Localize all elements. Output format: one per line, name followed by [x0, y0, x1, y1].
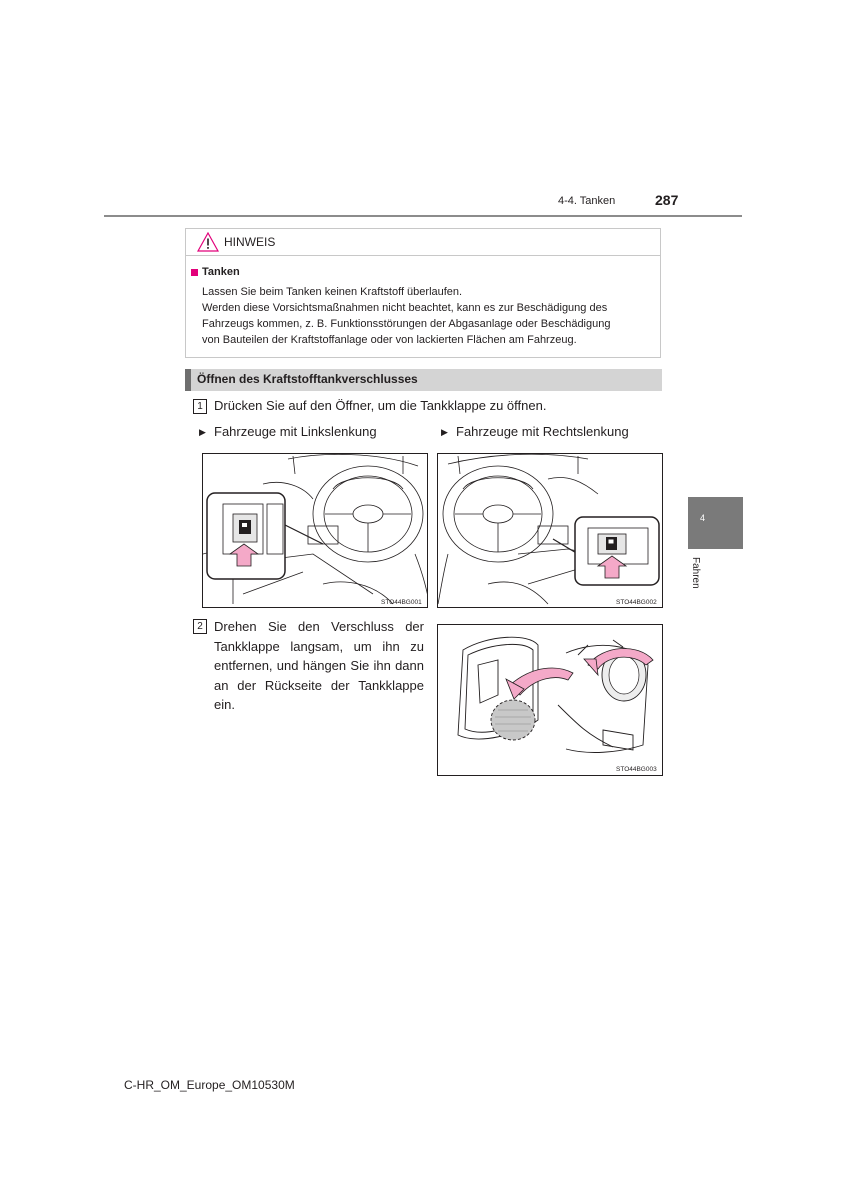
notice-line: Werden diese Vorsichtsmaßnahmen nicht beachtet, kann es zur Beschädigung des: [202, 302, 608, 314]
bullet-triangle-icon: ▶: [441, 427, 448, 437]
notice-line: von Bauteilen der Kraftstoffanlage oder von lackierten Flächen am Fahrzeug.: [202, 334, 577, 346]
figure-left-hand-drive: [202, 453, 428, 608]
warning-triangle-icon: [197, 232, 219, 252]
step-2-text: Drehen Sie den Verschluss der Tankklappe langsam, um ihn zu entfernen, und hängen Sie ihn dann an der Rückseite der Tankklappe ein.: [214, 619, 424, 712]
dashboard-illustration: [438, 454, 663, 608]
dashboard-illustration: [203, 454, 428, 608]
figure-fuel-cap: [437, 624, 663, 776]
square-bullet-icon: [191, 269, 198, 276]
figure-right-hand-drive: [437, 453, 663, 608]
step-number-2: 2: [193, 619, 207, 634]
notice-subheading: Tanken: [202, 266, 240, 278]
notice-body: [202, 284, 656, 348]
option-right-hand-drive: Fahrzeuge mit Rechtslenkung: [456, 424, 629, 439]
chapter-number: 4: [700, 513, 706, 523]
notice-title: HINWEIS: [224, 235, 276, 249]
notice-line: Fahrzeugs kommen, z. B. Funktionsstörungen der Abgasanlage oder Beschädigung: [202, 318, 611, 330]
figure-code: STO44BG003: [616, 766, 657, 773]
figure-code: STO44BG002: [616, 599, 657, 606]
notice-box: [185, 228, 661, 358]
figure-code: STO44BG001: [381, 599, 422, 606]
option-left-hand-drive: Fahrzeuge mit Linkslenkung: [214, 424, 377, 439]
document-code: C-HR_OM_Europe_OM10530M: [124, 1078, 295, 1092]
page-number: 287: [655, 192, 679, 208]
notice-line: Lassen Sie beim Tanken keinen Kraftstoff überlaufen.: [202, 286, 463, 298]
section-heading: Öffnen des Kraftstofftankverschlusses: [197, 372, 418, 386]
notice-header: [186, 229, 660, 256]
step-number-1: 1: [193, 399, 207, 414]
section-heading-stripe: [185, 369, 191, 391]
chapter-tab: [688, 497, 743, 549]
step-1-text: Drücken Sie auf den Öffner, um die Tankklappe zu öffnen.: [214, 398, 547, 413]
chapter-label: Fahren: [690, 557, 701, 589]
header-divider: [104, 215, 742, 217]
bullet-triangle-icon: ▶: [199, 427, 206, 437]
fuel-cap-illustration: [438, 625, 663, 776]
section-header: 4-4. Tanken: [558, 195, 616, 207]
